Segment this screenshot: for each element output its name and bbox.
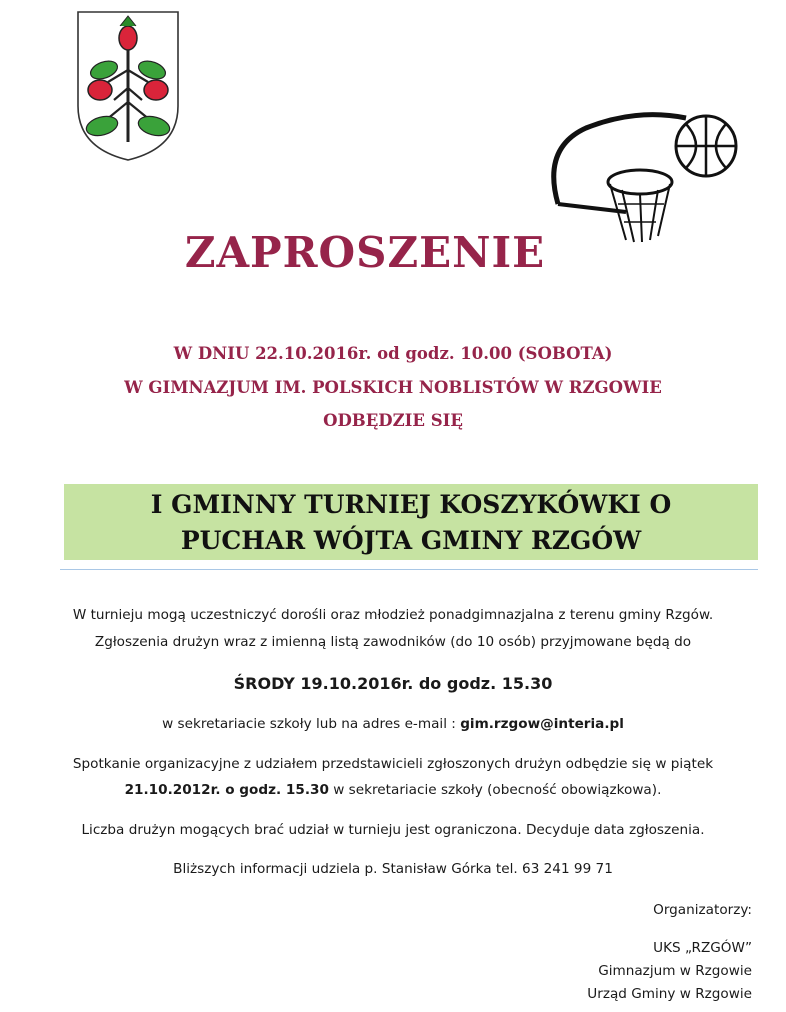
contact-email[interactable]: gim.rzgow@interia.pl xyxy=(460,716,624,732)
intro-announce-line: ODBĘDZIE SIĘ xyxy=(323,411,463,430)
contact-prefix: w sekretariacie szkoły lub na adres e-mail : xyxy=(162,716,461,732)
rosehip-coat-of-arms-icon xyxy=(76,10,180,162)
registration-deadline: ŚRODY 19.10.2016r. do godz. 15.30 xyxy=(233,674,553,693)
banner-line-1: I GMINNY TURNIEJ KOSZYKÓWKI O xyxy=(150,490,672,519)
organizer-item: UKS „RZGÓW” xyxy=(653,940,752,956)
meeting-place: w sekretariacie szkoły (obecność obowiązkowa). xyxy=(328,782,662,798)
organizers-label: Organizatorzy: xyxy=(653,902,752,918)
eligibility-text: W turnieju mogą uczestniczyć dorośli oraz młodzież ponadgimnazjalna z terenu gminy Rzgów. xyxy=(72,607,714,623)
info-contact-text: Bliższych informacji udziela p. Stanisław Górka tel. 63 241 99 71 xyxy=(173,861,613,877)
basketball-hoop-icon xyxy=(546,108,742,244)
intro-date-line: W DNIU 22.10.2016r. od godz. 10.00 (SOBOTA) xyxy=(173,344,613,363)
divider xyxy=(60,569,758,570)
organizer-item: Urząd Gminy w Rzgowie xyxy=(587,986,752,1002)
contact-line xyxy=(0,716,786,732)
team-limit-text: Liczba drużyn mogących brać udział w turnieju jest ograniczona. Decyduje data zgłoszenia. xyxy=(81,822,705,838)
banner-line-2: PUCHAR WÓJTA GMINY RZGÓW xyxy=(180,526,642,555)
meeting-details xyxy=(0,782,786,798)
meeting-text: Spotkanie organizacyjne z udziałem przedstawicieli zgłoszonych drużyn odbędzie się w piątek xyxy=(72,756,714,772)
meeting-date: 21.10.2012r. o godz. 15.30 xyxy=(124,782,329,798)
registration-text: Zgłoszenia drużyn wraz z imienną listą zawodników (do 10 osób) przyjmowane będą do xyxy=(94,634,692,650)
organizer-item: Gimnazjum w Rzgowie xyxy=(598,963,752,979)
tournament-banner xyxy=(64,484,758,560)
page-title: ZAPROSZENIE xyxy=(184,228,546,277)
intro-venue-line: W GIMNAZJUM IM. POLSKICH NOBLISTÓW W RZGOWIE xyxy=(124,378,662,397)
